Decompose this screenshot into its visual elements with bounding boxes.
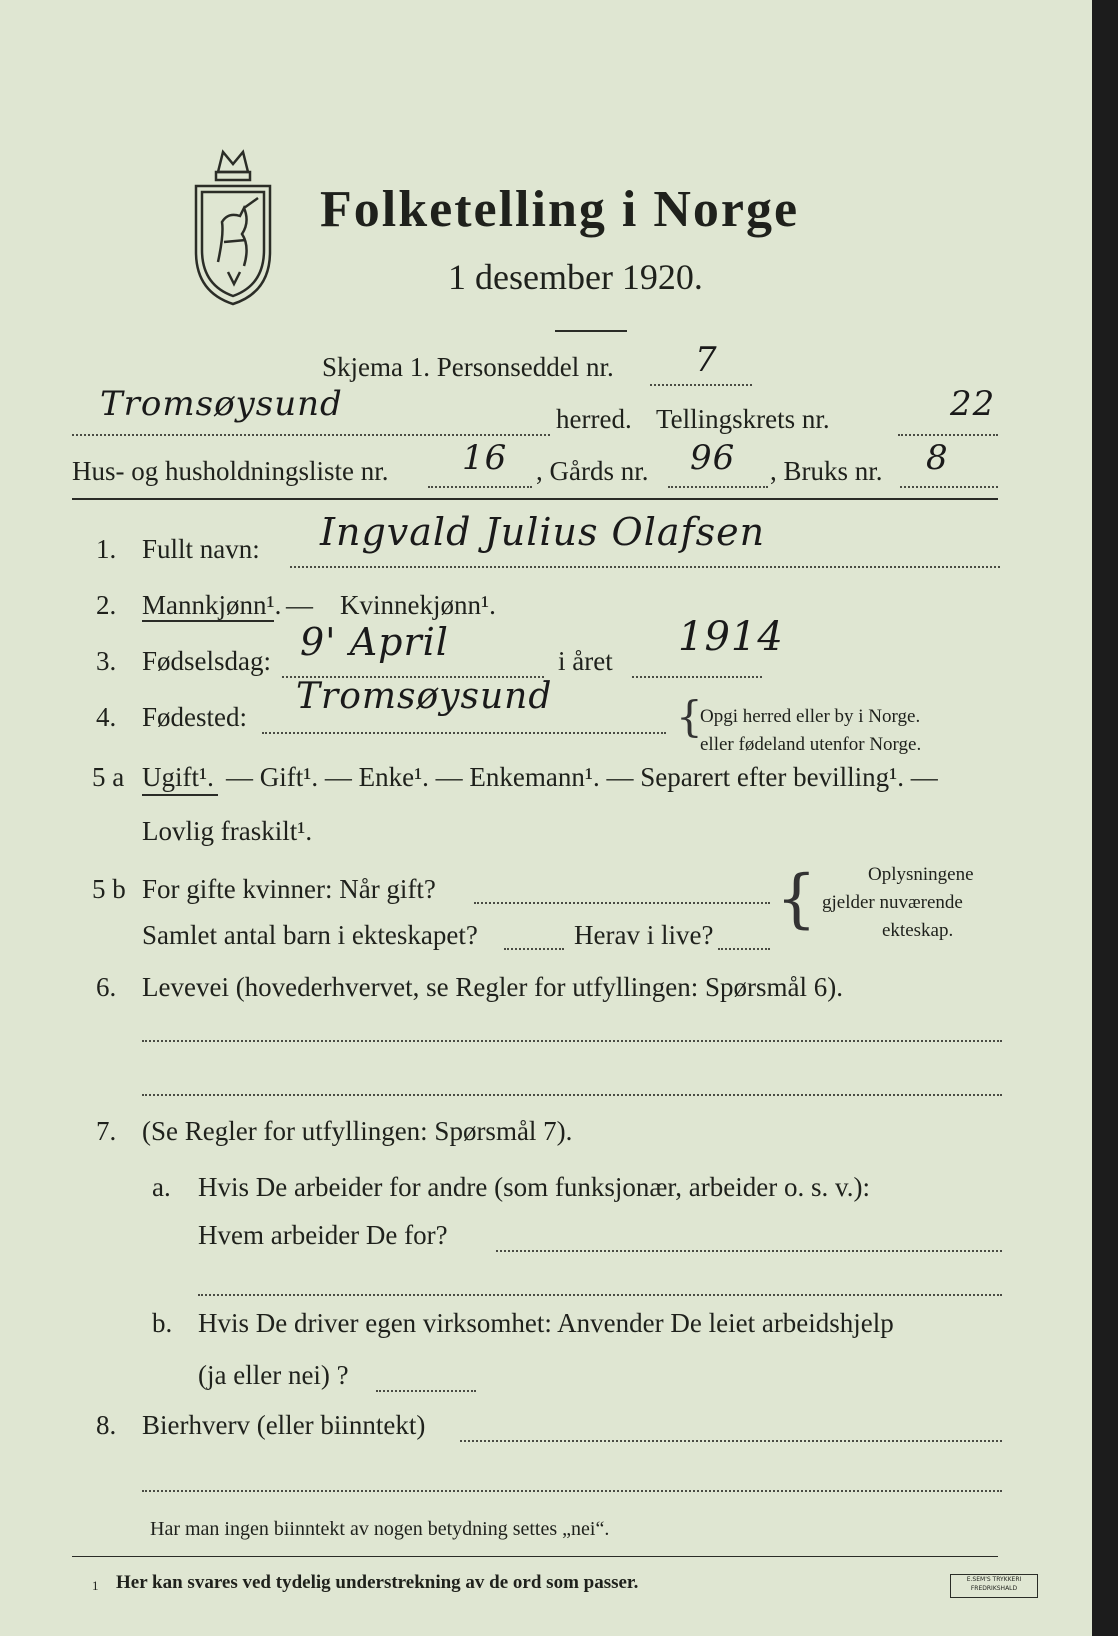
footnote-mark: 1 [92, 1578, 99, 1593]
birthday-value[interactable]: 9' April [300, 620, 449, 664]
bruks-value[interactable]: 8 [926, 438, 949, 478]
q1-number: 1. [96, 534, 117, 564]
q7a-label-1: Hvis De arbeider for andre (som funksjonær, arbeider o. s. v.): [198, 1172, 870, 1202]
female-option[interactable]: Kvinnekjønn¹. [340, 590, 496, 620]
q8-field-line-1[interactable] [460, 1440, 1002, 1442]
bruks-label: , Bruks nr. [770, 456, 883, 486]
schema-label: Skjema 1. Personseddel nr. [322, 352, 614, 382]
q7a-field-line-2[interactable] [198, 1294, 1002, 1296]
q5b-number: 5 b [92, 874, 126, 904]
q8-field-line-2[interactable] [142, 1490, 1002, 1492]
q7-label: (Se Regler for utfyllingen: Spørsmål 7). [142, 1116, 573, 1146]
q7b-number: b. [152, 1308, 173, 1338]
q4-number: 4. [96, 702, 117, 732]
q5b-brace: { [776, 862, 817, 936]
q5b-note-3: ekteskap. [882, 920, 954, 941]
q4-note-1: Opgi herred eller by i Norge. [700, 706, 921, 727]
birthplace-value[interactable]: Tromsøysund [296, 676, 553, 717]
living-label: Herav i live? [574, 920, 714, 950]
q7a-label-2: Hvem arbeider De for? [198, 1220, 448, 1250]
birth-year-value[interactable]: 1914 [678, 614, 784, 660]
q4-brace: { [676, 692, 703, 741]
living-field-line [718, 948, 770, 950]
bruks-field-line [900, 486, 998, 488]
q6-field-line-2[interactable] [142, 1094, 1002, 1096]
hus-field-line [428, 486, 532, 488]
q8-number: 8. [96, 1410, 117, 1440]
title-divider [555, 330, 627, 332]
q3-label: Fødselsdag: [142, 646, 272, 676]
q7a-field-line-1[interactable] [496, 1250, 1002, 1252]
hus-label: Hus- og husholdningsliste nr. [72, 456, 389, 486]
marital-options[interactable]: — Gift¹. — Enke¹. — Enkemann¹. — Separert efter bevilling¹. — [226, 762, 938, 792]
q6-field-line-1[interactable] [142, 1040, 1002, 1042]
unmarried-underline-mark [142, 794, 218, 796]
herred-field-line [72, 434, 550, 436]
q4-label: Fødested: [142, 702, 247, 732]
q3-number: 3. [96, 646, 117, 676]
q1-field-line [290, 566, 1000, 568]
norway-coat-of-arms-icon [188, 142, 278, 308]
krets-field-line [898, 434, 998, 436]
year-field-line [632, 676, 762, 678]
q2-separator: — [286, 590, 313, 620]
q7-number: 7. [96, 1116, 117, 1146]
q7b-field-line[interactable] [376, 1390, 476, 1392]
married-when-field-line [474, 902, 770, 904]
q8-note: Har man ingen biinntekt av nogen betydning settes „nei“. [150, 1518, 610, 1540]
married-when-label: For gifte kvinner: Når gift? [142, 874, 436, 904]
q1-label: Fullt navn: [142, 534, 260, 564]
header-divider [72, 498, 998, 500]
footer-divider [72, 1556, 998, 1557]
divorced-option[interactable]: Lovlig fraskilt¹. [142, 816, 313, 846]
form-title: Folketelling i Norge [320, 181, 800, 238]
schema-number-value[interactable]: 7 [695, 340, 718, 380]
q5a-number: 5 a [92, 762, 125, 792]
q6-number: 6. [96, 972, 117, 1002]
q5b-note-2: gjelder nuværende [822, 892, 963, 913]
q8-label: Bierhverv (eller biinntekt) [142, 1410, 426, 1440]
q4-field-line [262, 732, 666, 734]
form-date: 1 desember 1920. [448, 257, 703, 297]
year-label: i året [558, 646, 613, 676]
q7a-number: a. [152, 1172, 171, 1202]
krets-value[interactable]: 22 [950, 384, 996, 424]
q4-note-2: eller fødeland utenfor Norge. [700, 734, 922, 755]
q7b-label-1: Hvis De driver egen virksomhet: Anvender De leiet arbeidshjelp [198, 1308, 894, 1338]
footnote-text: Her kan svares ved tydelig understrekning av de ord som passer. [116, 1572, 639, 1593]
q5b-note-1: Oplysningene [868, 864, 974, 885]
hus-value[interactable]: 16 [462, 438, 508, 478]
full-name-value[interactable]: Ingvald Julius Olafsen [320, 510, 766, 554]
male-underline-mark [142, 620, 274, 622]
q6-label: Levevei (hovederhvervet, se Regler for utfyllingen: Spørsmål 6). [142, 972, 844, 1002]
printer-stamp: E.SEM'S TRYKKERI FREDRIKSHALD [950, 1574, 1038, 1598]
schema-field-line [650, 384, 752, 386]
q2-number: 2. [96, 590, 117, 620]
gards-field-line [668, 486, 768, 488]
krets-label: Tellingskrets nr. [656, 404, 830, 434]
children-label: Samlet antal barn i ekteskapet? [142, 920, 478, 950]
herred-value[interactable]: Tromsøysund [100, 384, 343, 424]
q7b-label-2: (ja eller nei) ? [198, 1360, 349, 1390]
children-field-line [504, 948, 564, 950]
gards-label: , Gårds nr. [536, 456, 649, 486]
male-option[interactable]: Mannkjønn¹. [142, 590, 282, 620]
unmarried-option[interactable]: Ugift¹. [142, 762, 214, 792]
gards-value[interactable]: 96 [690, 438, 736, 478]
herred-label: herred. [556, 404, 632, 434]
